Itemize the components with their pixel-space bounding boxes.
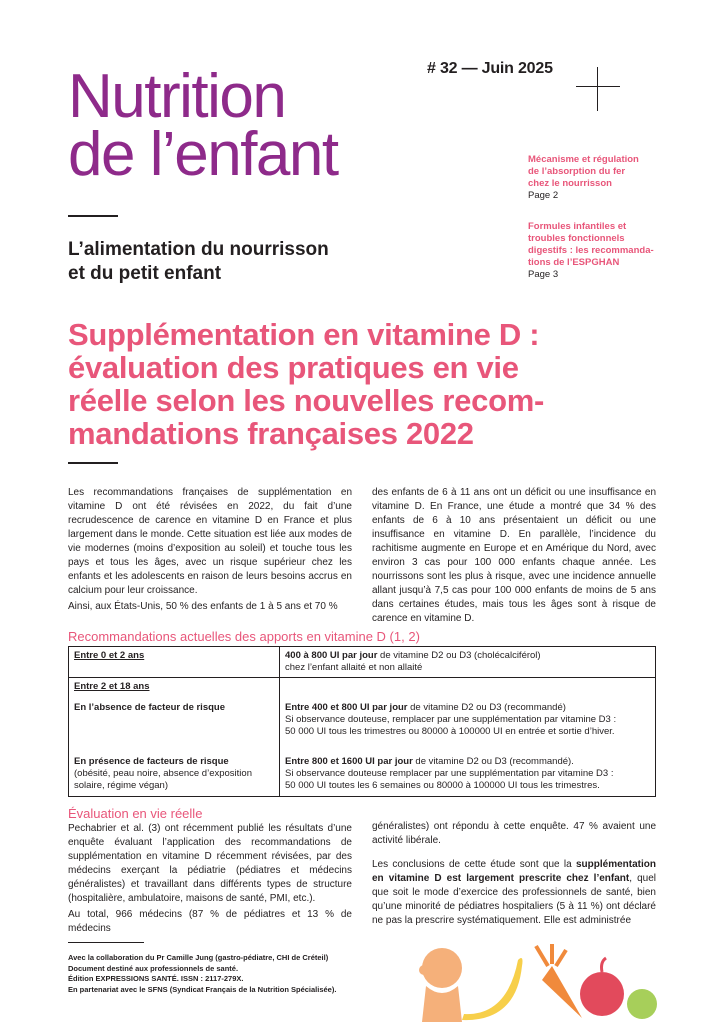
toc-page: Page 3 [528, 269, 559, 280]
dose-detail: de vitamine D2 ou D3 (cholécalciférol) [377, 650, 541, 661]
intro-right-column [372, 486, 656, 628]
footer-line: En partenariat avec le SFNS (Syndicat Français de la Nutrition Spécialisée). [68, 984, 337, 994]
dose-label: Entre 800 et 1600 UI par jour [285, 756, 413, 767]
toc-title-line: Mécanisme et régulation [528, 154, 639, 165]
table-cell [280, 678, 656, 797]
baby-head-icon [419, 948, 462, 1022]
divider [68, 462, 118, 464]
subtitle-line-2: et du petit enfant [68, 263, 222, 284]
apple-icon [580, 958, 624, 1016]
section-heading: Évaluation en vie réelle [68, 806, 203, 821]
issue-number: # 32 — Juin 2025 [427, 60, 553, 77]
dose-note: Si observance douteuse, remplacer par une supplémentation par vitamine D3 : [285, 714, 617, 725]
footer-divider [68, 942, 144, 943]
evaluation-paragraph: Pechabrier et al. (3) ont récemment publié les résultats d’une enquête évaluant l’application des recommandations de supplémentation en vitamine D récemment révisées, par des médecins exerçant la pédiatrie (pédiatres et médecins généralistes) et travaillant dans différents types de structure (hospitalière, ambulatoire, maisons de santé, PMI, etc.). [68, 823, 352, 904]
headline-line: Supplémentation en vitamine D : [68, 317, 540, 352]
banana-icon [462, 958, 523, 1020]
dose-note: 50 000 UI tous les trimestres ou 80000 à 100000 UI en entrée et sortie d’hiver. [285, 726, 615, 737]
toc-title-line: Formules infantiles et [528, 221, 627, 232]
toc-item[interactable] [528, 154, 658, 202]
evaluation-paragraph: généralistes) ont répondu à cette enquête. 47 % avaient une activité libérale. [372, 821, 656, 846]
age-range-label: Entre 0 et 2 ans [74, 650, 145, 661]
dose-note: Si observance douteuse remplacer par une supplémentation par vitamine D3 : [285, 768, 614, 779]
dose-note: chez l’enfant allaité et non allaité [285, 662, 423, 673]
headline-line: évaluation des pratiques en vie [68, 350, 519, 385]
toc-page: Page 2 [528, 190, 559, 201]
dose-label: Entre 400 et 800 UI par jour [285, 702, 408, 713]
footer-line: Avec la collaboration du Pr Camille Jung (gastro-pédiatre, CHI de Créteil) [68, 953, 329, 962]
divider [68, 215, 118, 217]
subtitle-line-1: L’alimentation du nourrisson [68, 239, 329, 260]
evaluation-paragraph [372, 858, 656, 928]
evaluation-paragraph: Au total, 966 médecins (87 % de pédiatres et 13 % de médecins [68, 909, 352, 934]
recommendations-table [68, 646, 656, 797]
carrot-icon [536, 944, 582, 1018]
brand-line-2: de l’enfant [68, 120, 338, 189]
toc-title-line: troubles fonctionnels [528, 233, 625, 244]
toc-title-line: de l’absorption du fer [528, 166, 626, 177]
table-title: Recommandations actuelles des apports en vitamine D (1, 2) [68, 629, 420, 644]
dose-note: 50 000 UI toutes les 6 semaines ou 80000 à 100000 UI tous les trimestres. [285, 780, 600, 791]
dose-detail: de vitamine D2 ou D3 (recommandé). [412, 756, 574, 767]
dose-detail: de vitamine D2 ou D3 (recommandé) [407, 702, 566, 713]
evaluation-left-column [68, 807, 352, 938]
risk-condition-title: En présence de facteurs de risque [74, 756, 229, 767]
green-fruit-icon [627, 989, 657, 1019]
headline-line: réelle selon les nouvelles recom- [68, 383, 544, 418]
footer-line: Édition EXPRESSIONS SANTÉ. ISSN : 2117-279X. [68, 974, 244, 983]
highlighted-text: supplémentation en vitamine D est largement prescrite chez l’enfant [372, 859, 656, 884]
article-headline [68, 318, 668, 450]
toc-title-line: chez le nourrisson [528, 178, 612, 189]
table-cell [69, 647, 280, 678]
publication-title [68, 62, 338, 189]
intro-paragraph: des enfants de 6 à 11 ans ont un déficit ou une insuffisance en vitamine D. En France, une étude a montré que 34 % des enfants de 6 à 10 ans présentaient un déficit ou une insuffisance en vitamine D. En parallèle, l’incidence du rachitisme augmente en Europe et en Amérique du Nord, avec environ 3 cas pour 100 000 enfants chaque année. Les nourrissons sont les plus à risque, avec une incidence annuelle allant jusqu’à 7,5 cas pour 100 000 enfants de moins de 5 ans dans certaines études, mais tous les âges sont à risque de carence en vitamine D. [372, 487, 656, 624]
table-cell [69, 678, 280, 797]
table-row [69, 647, 656, 678]
toc-title-line: digestifs : les recommanda- [528, 245, 654, 256]
risk-condition: En l’absence de facteur de risque [74, 702, 225, 713]
headline-line: mandations françaises 2022 [68, 416, 474, 451]
publication-subtitle [68, 238, 329, 286]
dose-block [285, 756, 650, 792]
dose-label: 400 à 800 UI par jour [285, 650, 378, 661]
toc-title-line: tions de l’ESPGHAN [528, 257, 620, 268]
text-run: , quel que soit le mode d’exercice des professionnels de santé, bien qu’une minorité de pédiatres hospitaliers (5 à 11 %) ont déclaré ne pas la prescrire systématiquement. Elle est administrée [372, 873, 656, 926]
age-range-label: Entre 2 et 18 ans [74, 681, 150, 692]
table-row [69, 678, 656, 797]
risk-condition-detail: (obésité, peau noire, absence d’exposition solaire, régime végan) [74, 768, 252, 791]
risk-condition [74, 756, 274, 792]
intro-left-column [68, 486, 352, 616]
intro-paragraph: Les recommandations françaises de supplémentation en vitamine D ont été révisées en 2022, du fait d’une recrudescence de carence en vitamine D en France et plus largement dans le monde. Cette situation est liée aux modes de vie modernes (moins d’exposition au soleil) et touche tous les pays et tous les âges, avec un risque supérieur chez les enfants et les adolescents en raison de leurs besoins accrus en calcium pour leur croissance. [68, 487, 352, 596]
brand-line-1: Nutrition [68, 62, 286, 131]
evaluation-right-column [372, 820, 656, 930]
food-illustration [412, 936, 662, 1022]
dose-block [285, 702, 650, 756]
crosshair-decoration-vertical [597, 67, 598, 111]
crosshair-decoration [576, 86, 620, 87]
toc-item[interactable] [528, 221, 658, 281]
footer-line: Document destiné aux professionnels de santé. [68, 963, 239, 973]
table-cell [280, 647, 656, 678]
footer-credits [68, 953, 398, 995]
text-run: Les conclusions de cette étude sont que la [372, 859, 576, 870]
intro-paragraph: Ainsi, aux États-Unis, 50 % des enfants de 1 à 5 ans et 70 % [68, 601, 338, 612]
